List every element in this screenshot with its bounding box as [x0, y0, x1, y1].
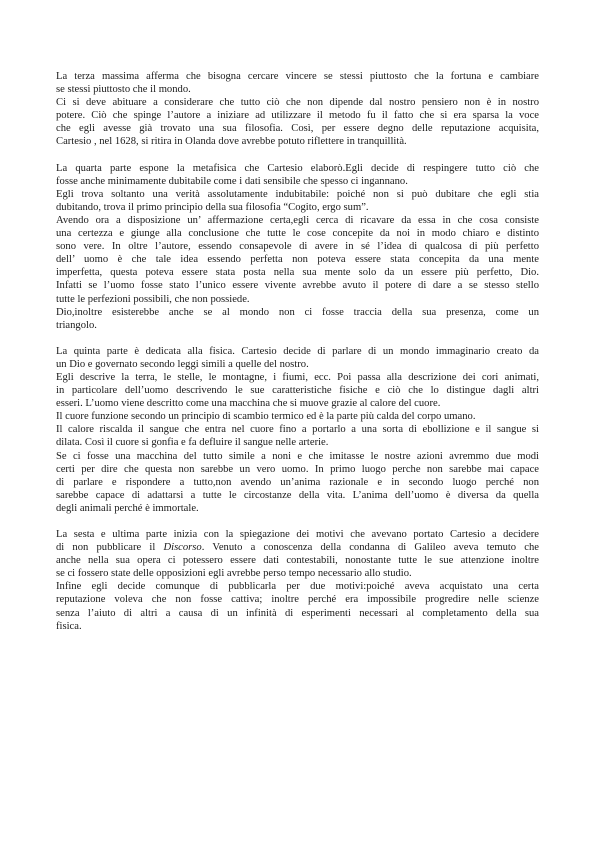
text-line: Egli trova soltanto una verità assolutamente indubitabile: poiché non si può dubitare che egli stia: [56, 188, 539, 200]
text-line: un Dio e governato secondo leggi simili a quelle del nostro.: [56, 358, 309, 370]
text-line: Ci si deve abituare a considerare che tutto ciò che non dipende dal nostro pensiero non è in nostro: [56, 97, 539, 109]
text-line: in particolare dell’uomo descrivendo le sue caratteristiche fisiche e ciò che lo distingue dagli altri: [56, 385, 539, 397]
text-line: Dio,inoltre esisterebbe anche se al mondo non ci fosse traccia della sua presenza, come un: [56, 306, 539, 318]
text-line: Il cuore funzione secondo un principio di scambio termico ed è la parte più calda del corpo umano.: [56, 411, 476, 423]
text-line: fisica.: [56, 620, 82, 632]
book-title-discorso: Discorso: [163, 542, 202, 554]
paragraph-terza-massima: [56, 70, 539, 149]
text-line: se stessi piuttosto che il mondo.: [56, 84, 191, 96]
text-line: tutte le perfezioni possibili, che non possiede.: [56, 293, 250, 305]
text-line: fosse anche minimamente dubitabile come i dati sensibile che spesso ci ingannano.: [56, 175, 408, 187]
text-line: triangolo.: [56, 319, 97, 331]
text-line: Avendo ora a disposizione un’ affermazione certa,egli cerca di ricavare da essa in che cosa consiste: [56, 214, 539, 226]
text-line: sarebbe capace di adattarsi a tutte le circostanze della vita. L’anima dell’uomo è diversa da quella: [56, 489, 539, 501]
document-page: [56, 70, 539, 646]
text-line: certi per dire che questa non sarebbe un vero uomo. In primo luogo perche non sarebbe mai capace: [56, 463, 539, 475]
text-line: La quarta parte espone la metafisica che Cartesio elaborò.Egli decide di respingere tutto ciò che: [56, 162, 539, 174]
text-line: Infatti se l’uomo fosse stato l’unico essere vivente avrebbe avuto il potere di dare a se stesso stello: [56, 280, 539, 292]
text-line: dell’ uomo è che tale idea essendo perfetta non poteva essere stata concepita da una mente: [56, 254, 539, 266]
text-line: reputazione voleva che non fosse cattiva; inoltre perché era impossibile progredire nelle scienze: [56, 594, 539, 606]
text-line: esseri. L’uomo viene descritto come una macchina che si muove grazie al calore del cuore.: [56, 398, 441, 410]
paragraph-quarta-parte: [56, 162, 539, 332]
text-line: La sesta e ultima parte inizia con la spiegazione dei motivi che avevano portato Cartesio a decidere: [56, 529, 539, 540]
text-line: anche nella sua opera ci potessero essere dati contestabili, nonostante tutte le sue attenzione inoltre: [56, 555, 539, 567]
text-line: Se ci fosse una macchina del tutto simile a noni e che imitasse le nostre azioni avremmo due modi: [56, 450, 539, 462]
text-line: di parlare e rispondere a tutto,non avendo un’anima razionale e in secondo luogo perché non: [56, 476, 539, 488]
text-line: imperfetta, questa poteva essere stata posta nella sua mente solo da un essere più perfetto, Dio.: [56, 267, 539, 279]
text-line: dubitando, trova il primo principio della sua filosofia “Cogito, ergo sum”.: [56, 201, 369, 213]
text-line: se ci fossero state delle opposizioni egli avrebbe perso tempo necessario allo studio.: [56, 568, 412, 580]
text-line: una certezza e giunge alla conclusione che tutte le cose concepite da noi in modo chiaro e distinto: [56, 228, 539, 240]
text-line: Egli descrive la terra, le stelle, le montagne, i fiumi, ecc. Poi passa alla descrizione dei cori animati,: [56, 371, 539, 383]
text-line: potere. Ciò che spinge l’autore a iniziare ad utilizzare il metodo fu il fatto che si era sparsa la voce: [56, 110, 539, 122]
text-line: Cartesio , nel 1628, si ritira in Olanda dove avrebbe potuto riflettere in tranquillità.: [56, 136, 407, 148]
text-fragment: di non pubblicare il: [56, 542, 164, 554]
text-line: senza l’aiuto di altri a causa di un infinità di esperimenti necessari al completamento della sua: [56, 607, 539, 619]
text-line: che egli avesse già trovato una sua filosofia. Così, per essere degno delle reputazione acquisita,: [56, 123, 539, 135]
text-line-with-title: [56, 541, 539, 554]
text-line: dilata. Così il cuore si gonfia e fa defluire il sangue nelle arterie.: [56, 437, 329, 449]
text-line: La terza massima afferma che bisogna cercare vincere se stessi piuttosto che la fortuna e cambiare: [56, 71, 539, 82]
text-line: La quinta parte è dedicata alla fisica. Cartesio decide di parlare di un mondo immaginario creato da: [56, 345, 539, 357]
text-line: degli animali perché è immortale.: [56, 502, 199, 514]
text-line: Infine egli decide comunque di pubblicarla per due motivi:poiché aveva acquistato una certa: [56, 581, 539, 593]
paragraph-sesta-parte: [56, 528, 539, 633]
text-line: Il calore riscalda il sangue che entra nel cuore fino a portarlo a una sorta di ebollizione e il sangue si: [56, 424, 539, 436]
text-line: sono vere. In oltre l’autore, essendo consapevole di avere in sé l’idea di qualcosa di più perfetto: [56, 241, 539, 253]
paragraph-quinta-parte: [56, 345, 539, 515]
text-fragment: . Venuto a conoscenza della condanna di Galileo aveva temuto che: [201, 542, 539, 554]
